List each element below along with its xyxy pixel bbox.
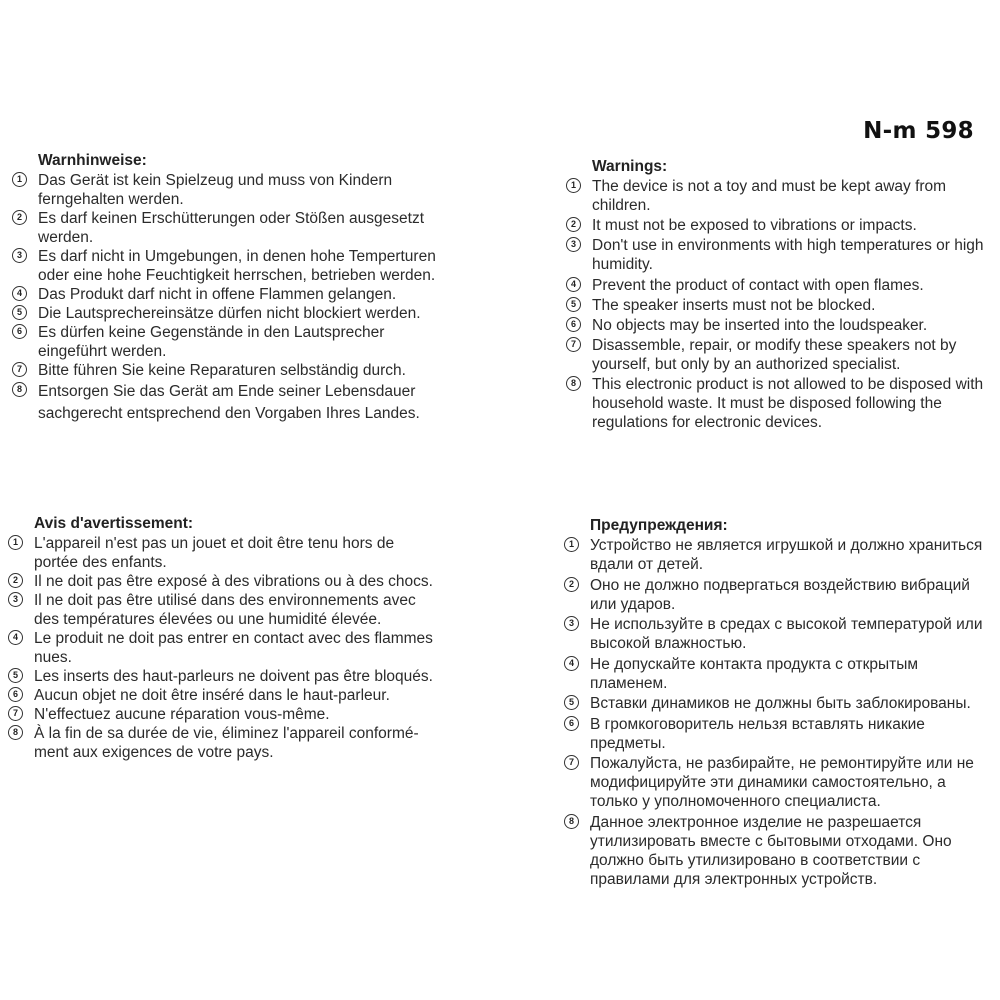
warnings-english: [566, 157, 996, 434]
warning-item: [566, 336, 996, 374]
warning-text-line: L'appareil n'est pas un jouet et doit être tenu hors de: [34, 535, 395, 552]
circled-number-icon: 2: [566, 217, 581, 232]
warning-text-line: N'effectuez aucune réparation vous-même.: [34, 706, 330, 723]
warning-text-line: Не используйте в средах с высокой температурой или: [590, 616, 983, 633]
circled-number-icon: 8: [564, 814, 579, 829]
circled-number-icon: 8: [12, 382, 27, 397]
warning-item: [566, 296, 996, 315]
warning-item: [564, 715, 1000, 753]
circled-number-icon: 3: [12, 248, 27, 263]
circled-number-icon: 5: [12, 305, 27, 320]
warning-item: [564, 576, 1000, 614]
warning-text-line: Il ne doit pas être exposé à des vibrations ou à des chocs.: [34, 573, 433, 590]
warning-text-line: ferngehalten werden.: [38, 191, 184, 208]
warning-item: [566, 216, 996, 235]
circled-number-icon: 3: [8, 592, 23, 607]
circled-number-icon: 7: [564, 755, 579, 770]
warning-item: [564, 754, 1000, 811]
circled-number-icon: 5: [8, 668, 23, 683]
circled-number-icon: 4: [12, 286, 27, 301]
warning-text-line: werden.: [38, 229, 94, 246]
warning-text-line: Le produit ne doit pas entrer en contact avec des flammes: [34, 630, 433, 647]
warning-item: [566, 375, 996, 432]
warning-text-line: высокой влажностью.: [590, 635, 747, 652]
warnings-russian: [564, 516, 1000, 890]
warning-text-line: Das Produkt darf nicht in offene Flammen gelangen.: [38, 286, 397, 303]
warning-text-line: Il ne doit pas être utilisé dans des environnements avec: [34, 592, 416, 609]
warning-item: [566, 276, 996, 295]
model-title: N-m 598: [863, 118, 974, 144]
section-heading: Предупреждения:: [590, 517, 728, 534]
circled-number-icon: 6: [8, 687, 23, 702]
warning-text-line: В громкоговоритель нельзя вставлять никакие: [590, 715, 925, 733]
warning-item: [566, 177, 996, 215]
warning-text-line: Disassemble, repair, or modify these speakers not by: [592, 337, 957, 355]
warning-text-line: Aucun objet ne doit être inséré dans le haut-parleur.: [34, 687, 390, 704]
warning-item: [8, 686, 478, 705]
circled-number-icon: 6: [12, 324, 27, 339]
warning-item: [8, 724, 478, 762]
circled-number-icon: 7: [8, 706, 23, 721]
warning-text-line: Bitte führen Sie keine Reparaturen selbständig durch.: [38, 362, 406, 379]
circled-number-icon: 6: [566, 317, 581, 332]
warning-text-line: regulations for electronic devices.: [592, 414, 823, 432]
warning-item: [8, 572, 478, 591]
warning-text-line: Les inserts des haut-parleurs ne doivent pas être bloqués.: [34, 668, 433, 685]
warning-text-line: или ударов.: [590, 595, 676, 613]
warning-text-line: humidity.: [592, 256, 653, 274]
warning-text-line: только у уполномоченного специалиста.: [590, 793, 881, 810]
warning-item: [8, 667, 478, 686]
warning-text-line: утилизировать вместе с бытовыми отходами. Оно: [590, 832, 952, 850]
warning-text-line: Не допускайте контакта продукта с открытым: [590, 655, 919, 673]
warning-item: [12, 304, 482, 323]
warning-text-line: eingeführt werden.: [38, 343, 167, 360]
circled-number-icon: 2: [12, 210, 27, 225]
warning-text-line: Es darf nicht in Umgebungen, in denen hohe Temperturen: [38, 248, 436, 265]
warning-item: [8, 591, 478, 629]
warning-text-line: правилами для электронных устройств.: [590, 870, 878, 888]
warning-text-line: household waste. It must be disposed following the: [592, 395, 942, 413]
circled-number-icon: 2: [564, 577, 579, 592]
circled-number-icon: 5: [564, 695, 579, 710]
warning-item: [12, 361, 482, 380]
circled-number-icon: 4: [564, 656, 579, 671]
warning-text-line: Оно не должно подвергаться воздействию вибраций: [590, 576, 970, 594]
section-heading: Avis d'avertissement:: [34, 515, 194, 532]
circled-number-icon: 8: [8, 725, 23, 740]
warning-text-line: oder eine hohe Feuchtigkeit herrschen, betrieben werden.: [38, 267, 436, 284]
warning-item: [8, 534, 478, 572]
circled-number-icon: 1: [564, 537, 579, 552]
warning-text-line: This electronic product is not allowed to be disposed with: [592, 376, 984, 394]
circled-number-icon: 4: [8, 630, 23, 645]
section-heading: Warnhinweise:: [38, 152, 147, 169]
warning-text-line: portée des enfants.: [34, 554, 167, 571]
warning-text-line: Es darf keinen Erschütterungen oder Stößen ausgesetzt: [38, 210, 425, 227]
warning-text-line: Устройство не является игрушкой и должно храниться: [590, 537, 983, 554]
warning-text-line: children.: [592, 197, 651, 214]
circled-number-icon: 3: [566, 237, 581, 252]
circled-number-icon: 1: [8, 535, 23, 550]
warning-text-line: вдали от детей.: [590, 556, 704, 573]
warning-text-line: des températures élevées ou une humidité élevée.: [34, 611, 382, 628]
warning-text-line: предметы.: [590, 734, 666, 752]
warning-item: [564, 655, 1000, 693]
warning-text-line: Die Lautsprechereinsätze dürfen nicht blockiert werden.: [38, 305, 421, 322]
section-heading: Warnings:: [592, 158, 668, 175]
warning-text-line: Don't use in environments with high temperatures or high: [592, 237, 984, 255]
warning-text-line: No objects may be inserted into the loudspeaker.: [592, 316, 928, 334]
warning-item: [8, 629, 478, 667]
warning-item: [12, 209, 482, 247]
circled-number-icon: 4: [566, 277, 581, 292]
warning-text-line: Entsorgen Sie das Gerät am Ende seiner Lebensdauer: [38, 383, 416, 400]
warning-text-line: sachgerecht entsprechend den Vorgaben Ihres Landes.: [38, 405, 420, 422]
circled-number-icon: 1: [12, 172, 27, 187]
warning-text-line: должно быть утилизировано в соответствии с: [590, 851, 921, 869]
warning-text-line: ment aux exigences de votre pays.: [34, 744, 274, 761]
warning-text-line: The device is not a toy and must be kept away from: [592, 178, 947, 195]
circled-number-icon: 7: [12, 362, 27, 377]
warning-text-line: Prevent the product of contact with open flames.: [592, 276, 924, 294]
warning-text-line: yourself, but only by an authorized specialist.: [592, 356, 901, 374]
warning-text-line: À la fin de sa durée de vie, éliminez l'appareil conformé-: [34, 725, 419, 742]
warning-item: [8, 705, 478, 724]
warnings-german: [12, 151, 482, 425]
warning-text-line: The speaker inserts must not be blocked.: [592, 296, 876, 314]
warning-item: [12, 381, 482, 425]
warning-item: [564, 536, 1000, 574]
warning-text-line: модифицируйте эти динамики самостоятельно, а: [590, 774, 946, 791]
warning-item: [12, 171, 482, 209]
warning-text-line: Вставки динамиков не должны быть заблокированы.: [590, 695, 971, 712]
warning-item: [564, 694, 1000, 713]
circled-number-icon: 7: [566, 337, 581, 352]
warning-item: [12, 247, 482, 285]
warning-text-line: nues.: [34, 649, 72, 666]
warning-text-line: Das Gerät ist kein Spielzeug und muss von Kindern: [38, 172, 393, 189]
warning-text-line: Es dürfen keine Gegenstände in den Lautsprecher: [38, 324, 385, 341]
warning-item: [566, 316, 996, 335]
warning-text-line: Данное электронное изделие не разрешается: [590, 813, 922, 831]
warning-text-line: It must not be exposed to vibrations or impacts.: [592, 217, 917, 235]
circled-number-icon: 8: [566, 376, 581, 391]
warning-text-line: пламенем.: [590, 674, 668, 692]
warning-item: [566, 236, 996, 274]
warning-item: [12, 323, 482, 361]
circled-number-icon: 3: [564, 616, 579, 631]
warning-item: [564, 813, 1000, 889]
circled-number-icon: 1: [566, 178, 581, 193]
warnings-french: [8, 514, 478, 762]
warning-text-line: Пожалуйста, не разбирайте, не ремонтируйте или не: [590, 755, 974, 772]
warning-item: [12, 285, 482, 304]
circled-number-icon: 5: [566, 297, 581, 312]
warning-item: [564, 615, 1000, 653]
circled-number-icon: 6: [564, 716, 579, 731]
circled-number-icon: 2: [8, 573, 23, 588]
